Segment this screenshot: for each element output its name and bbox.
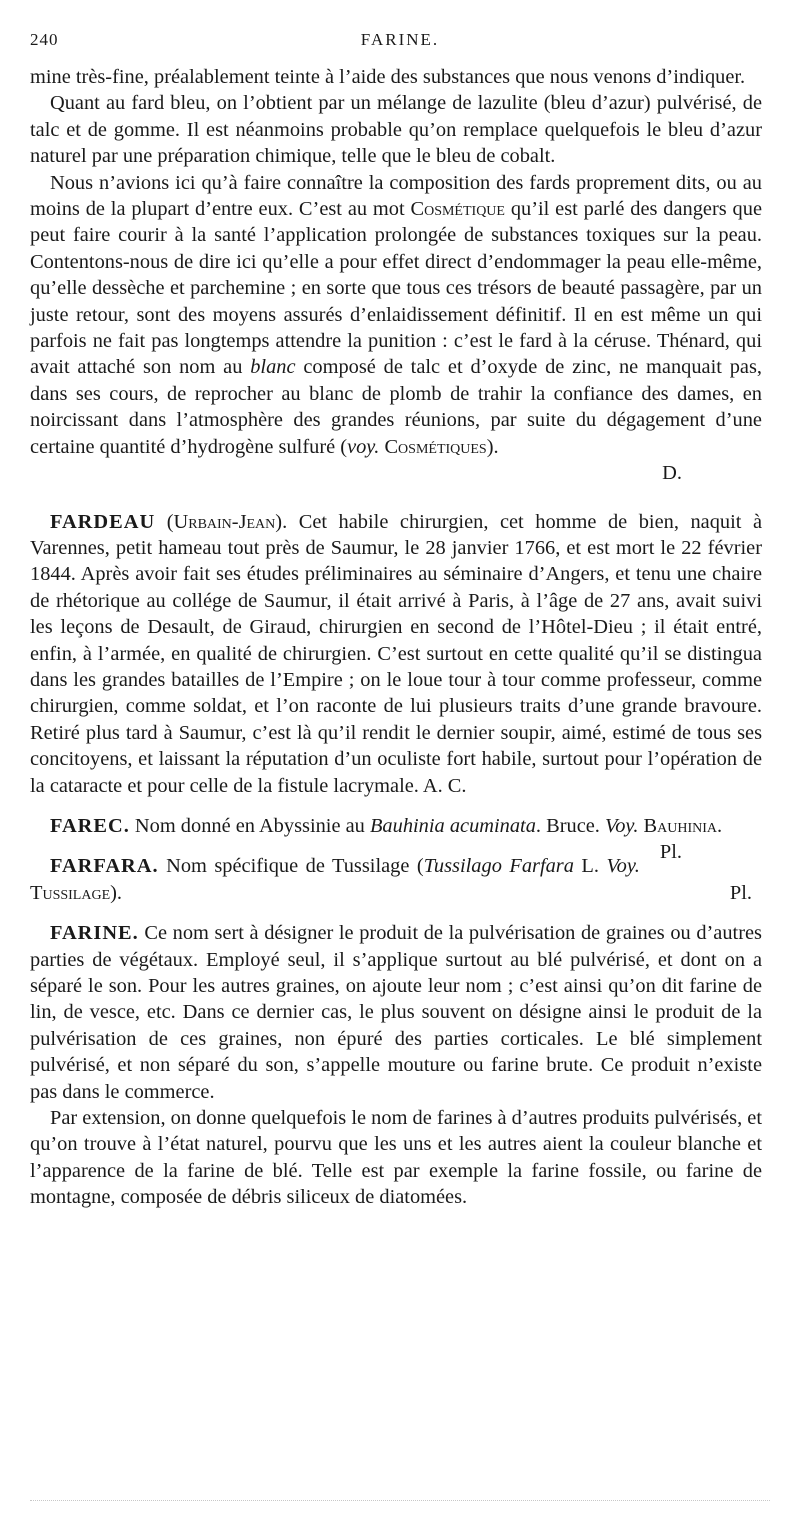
cross-reference: Cosmétique	[410, 198, 505, 221]
author-signature: Pl.	[729, 881, 752, 904]
text-run: ).	[110, 881, 123, 904]
cross-reference: Tussilage	[30, 881, 111, 904]
entry-headword: FAREC.	[50, 814, 130, 837]
entry-text: Cet habile chirurgien, cet homme de bien, naquit à Varennes, petit hameau tout près de Saumur, le 28 janvier 1766, et est mort le 22 février 1844. Après avoir fait ses études préliminaires au séminaire d’Angers, et tenu une chaire de rhétorique au collége de Saumur, il était arrivé à Paris, à l’âge de 27 ans, avait suivi les leçons de Desault, de Giraud, chirurgien en second de l’Hôtel-Dieu ; il était entré, enfin, à l’armée, en qualité de chirurgien. C’est surtout en cette qualité qu’il se distingua dans les grandes batailles de l’Empire ; on le loue tour à tour comme professeur, comme chirurgien, comme soldat, et l’on raconte de lui plusieurs traits d’une grande bravoure. Retiré plus tard à Saumur, c’est là qu’il rendit le dernier soupir, aimé, estimé de tous ses concitoyens, et laissant la réputation d’un oculiste fort habile, surtout pour l’opération de la cataracte et pour celle de la fistule lacrymale.	[30, 510, 762, 797]
text-run: qu’il est parlé des dangers que peut faire courir à la santé l’application prolongée de substances toxiques sur la peau. Contentons-nous de dire ici qu’elle a pour effet direct d’endommager la peau elle-même, qu’elle dessèche et parchemine ; en sorte que tous ces trésors de beauté passagère, par un juste retour, sont des moyens assurés d’enlaidissement définitif. Il en est même un qui parfois ne fait pas longtemps attendre la punition : c’est le fard à la céruse. Thénard, qui avait attaché son nom au	[30, 198, 762, 379]
text-run: (	[155, 510, 174, 533]
page-body	[30, 64, 762, 1211]
text-run: Nous n’avions ici qu’à faire connaître la composition des fards proprement dits, ou au moins de la plupart d’entre eux. C’est au mot	[30, 171, 762, 221]
page-number: 240	[30, 30, 59, 49]
entry-fardeau	[30, 509, 762, 799]
farine-paragraph-2: Par extension, on donne quelquefois le nom de farines à d’autres produits pulvérisés, et qu’on trouve à l’état naturel, pourvu que les uns et les autres aient la couleur blanche et l’apparence de la farine de blé. Telle est par exemple la farine fossile, ou farine de montagne, composée de débris siliceux de diatomées.	[30, 1107, 762, 1209]
page-header	[30, 30, 770, 56]
italic-term: blanc	[250, 356, 296, 379]
bottom-divider	[30, 1500, 770, 1501]
author-signature: D.	[662, 462, 682, 485]
voy-abbrev: Voy.	[605, 814, 639, 837]
text-run: ).	[275, 510, 299, 533]
continuation-paragraph-1: mine très-fine, préalablement teinte à l’aide des substances que nous venons d’indiquer.	[30, 66, 746, 88]
entry-farec	[30, 813, 762, 864]
entry-headword: FARFARA.	[50, 855, 159, 878]
text-run: composé de talc et d’oxyde de zinc, ne manquait pas, dans ses cours, de reprocher au blanc de plomb de trahir la confiance des dames, en noircissant dans l’atmosphère des grandes réunions, par suite du dégagement d’une certaine quantité d’hydrogène sulfuré (	[30, 356, 762, 458]
continuation-paragraph-2: Quant au fard bleu, on l’obtient par un mélange de lazulite (bleu d’azur) pulvérisé, de talc et de gomme. Il est néanmoins probable qu’on remplace quelquefois le bleu d’azur naturel par une préparation chimique, telle que le bleu de cobalt.	[30, 92, 762, 168]
entry-farine	[30, 920, 762, 1105]
author-signature: A. C.	[422, 774, 467, 797]
text-run: ).	[486, 435, 499, 458]
italic-term: Tussilago Farfara	[423, 855, 574, 878]
text-run: L.	[573, 855, 607, 878]
voy-abbrev: voy.	[347, 435, 380, 458]
author-signature: Pl.	[659, 841, 682, 864]
entry-headword: FARINE.	[50, 922, 139, 945]
person-forenames: Urbain-Jean	[173, 510, 276, 533]
continuation-paragraph-3	[30, 170, 762, 460]
italic-term: Bauhinia acuminata	[369, 814, 536, 837]
cross-reference: Cosmétiques	[384, 435, 487, 458]
text-run: Nom spécifique de Tussilage (	[158, 855, 424, 878]
entry-text: Ce nom sert à désigner le produit de la pulvérisation de graines ou d’autres parties de végétaux. Employé seul, il s’applique surtout au blé pulvérisé, et dont on a séparé le son. Pour les autres graines, on ajoute leur nom ; c’est ainsi qu’on dit farine de lin, de vesce, etc. Dans ce dernier cas, le plus souvent on désigne ainsi le produit de la pulvérisation de ces graines, non épuré des parties corticales. Le blé simplement pulvérisé, et non séparé du son, s’appelle mouture ou farine brute. Ce produit n’existe pas dans le commerce.	[30, 922, 762, 1103]
voy-abbrev: Voy.	[606, 855, 640, 878]
text-run: . Bruce.	[535, 814, 605, 837]
entry-headword: FARDEAU	[50, 510, 156, 533]
text-run: Nom donné en Abyssinie au	[129, 814, 370, 837]
running-title: FARINE.	[360, 30, 440, 49]
cross-reference: Bauhinia.	[643, 814, 723, 837]
